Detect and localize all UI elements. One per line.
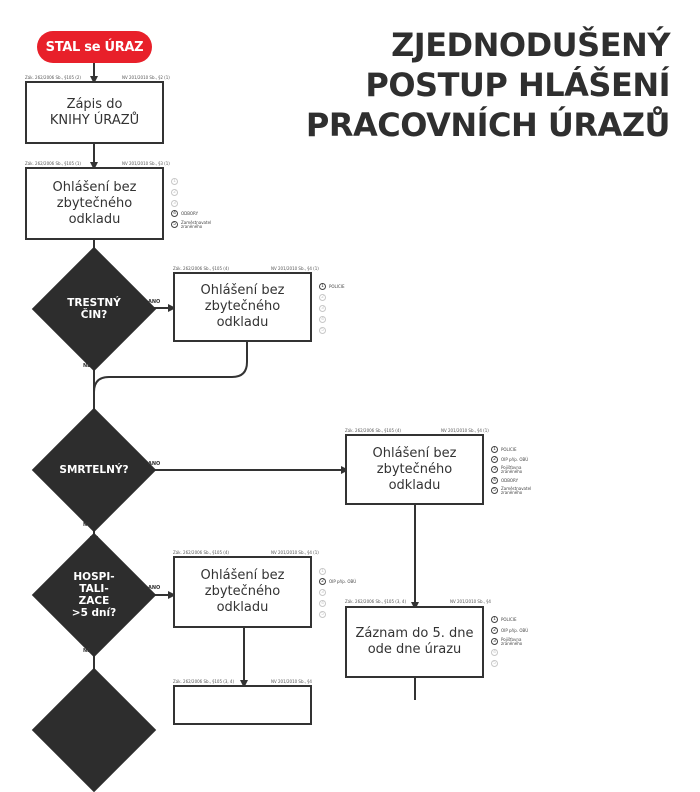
- circle-5: 5: [171, 221, 178, 228]
- circle-4: 4: [319, 316, 326, 323]
- circle-5: 5: [491, 660, 498, 667]
- ref-zak: Zák. 262/2006 Sb., §105 (3, 4): [345, 599, 407, 604]
- circle-5: 5: [319, 327, 326, 334]
- circle-4: 4: [171, 210, 178, 217]
- circle-2: 2: [491, 456, 498, 463]
- circle-5: 5: [491, 487, 498, 494]
- diamond-text: TRESTNÝ ČIN?: [67, 297, 121, 321]
- circle-4: 4: [491, 649, 498, 656]
- title-line-1: ZJEDNODUŠENÝ: [391, 26, 670, 64]
- box-ohlaseni-1: [25, 167, 164, 240]
- label-oip: OIP příp. OBÚ: [501, 457, 529, 462]
- circle-1: 1: [491, 616, 498, 623]
- box-text: Ohlášení bez zbytečného odkladu: [52, 179, 137, 227]
- label-policie: POLICIE: [501, 617, 517, 622]
- diamond-text: HOSPI- TALI- ZACE >5 dní?: [71, 571, 117, 619]
- box-zaznam: [345, 606, 484, 678]
- ref-nv: NV 201/2010 Sb., §4 (1): [271, 550, 319, 555]
- ref-zak: Zák. 262/2006 Sb., §105 (4): [345, 428, 401, 433]
- circle-1: 1: [171, 178, 178, 185]
- circle-1: 1: [491, 446, 498, 453]
- circle-5: 5: [319, 611, 326, 618]
- diamond-text: SMRTELNÝ?: [59, 464, 129, 476]
- circle-3: 3: [491, 466, 498, 473]
- box-kniha-urazu: [25, 81, 164, 144]
- ref-zak: Zák. 262/2006 Sb., §105 (1): [25, 161, 81, 166]
- ref-nv: NV 201/2010 Sb., §4: [450, 599, 491, 604]
- branch-ano: ANO: [148, 299, 161, 305]
- label-odbory: ODBORY: [501, 478, 519, 483]
- label-oip: OIP příp. OBÚ: [501, 628, 529, 633]
- circle-3: 3: [491, 638, 498, 645]
- circle-1: 1: [319, 568, 326, 575]
- label-pojistovna: Pojišťovna zraněného: [501, 637, 523, 646]
- branch-ne: NE: [83, 522, 91, 528]
- box-text: Zápis do KNIHY ÚRAZŮ: [49, 96, 140, 128]
- box-text: Záznam do 5. dne ode dne úrazu: [355, 626, 474, 657]
- label-pojistovna: Pojišťovna zraněného: [501, 465, 523, 474]
- ref-nv: NV 201/2010 Sb., §3 (1): [122, 161, 170, 166]
- title-line-3: PRACOVNÍCH ÚRAZŮ: [305, 106, 670, 144]
- circle-2: 2: [319, 294, 326, 301]
- title-line-2: POSTUP HLÁŠENÍ: [365, 66, 670, 104]
- circle-1: 1: [319, 283, 326, 290]
- ref-zak: Zák. 262/2006 Sb., §105 (4): [173, 550, 229, 555]
- label-policie: POLICIE: [329, 284, 345, 289]
- label-zamestnavatel: Zaměstnavatel zraněného: [501, 486, 532, 495]
- ref-nv: NV 201/2010 Sb., §2 (1): [122, 75, 170, 80]
- ref-zak: Zák. 262/2006 Sb., §105 (2): [25, 75, 81, 80]
- label-oip: OIP příp. OBÚ: [329, 579, 357, 584]
- branch-ano: ANO: [148, 461, 161, 467]
- ref-nv: NV 201/2010 Sb., §4: [271, 679, 312, 684]
- circle-3: 3: [319, 305, 326, 312]
- start-pill: STAL se ÚRAZ: [37, 31, 152, 63]
- box-text: Ohlášení bez zbytečného odkladu: [200, 283, 285, 330]
- ref-zak: Zák. 262/2006 Sb., §105 (4): [173, 266, 229, 271]
- circle-4: 4: [319, 600, 326, 607]
- circle-2: 2: [491, 627, 498, 634]
- circle-2: 2: [171, 189, 178, 196]
- box-ohlaseni-tc: [173, 272, 312, 342]
- box-ohlaseni-hosp: [173, 556, 312, 628]
- circle-3: 3: [319, 589, 326, 596]
- label-odbory: ODBORY: [181, 211, 199, 216]
- circle-2: 2: [319, 578, 326, 585]
- label-policie: POLICIE: [501, 447, 517, 452]
- circle-4: 4: [491, 477, 498, 484]
- box-text: Ohlášení bez zbytečného odkladu: [200, 568, 285, 615]
- box-bottom-partial: [173, 685, 312, 725]
- branch-ano: ANO: [148, 585, 161, 591]
- ref-nv: NV 201/2010 Sb., §4 (1): [271, 266, 319, 271]
- ref-nv: NV 201/2010 Sb., §4 (1): [441, 428, 489, 433]
- circle-3: 3: [171, 200, 178, 207]
- branch-ne: NE: [83, 648, 91, 654]
- box-ohlaseni-smrtelny: [345, 434, 484, 505]
- box-text: Ohlášení bez zbytečného odkladu: [372, 445, 457, 493]
- label-zamestnavatel: Zaměstnavatel zraněného: [181, 220, 212, 229]
- ref-zak: Zák. 262/2006 Sb., §105 (3, 4): [173, 679, 235, 684]
- branch-ne: NE: [83, 363, 91, 369]
